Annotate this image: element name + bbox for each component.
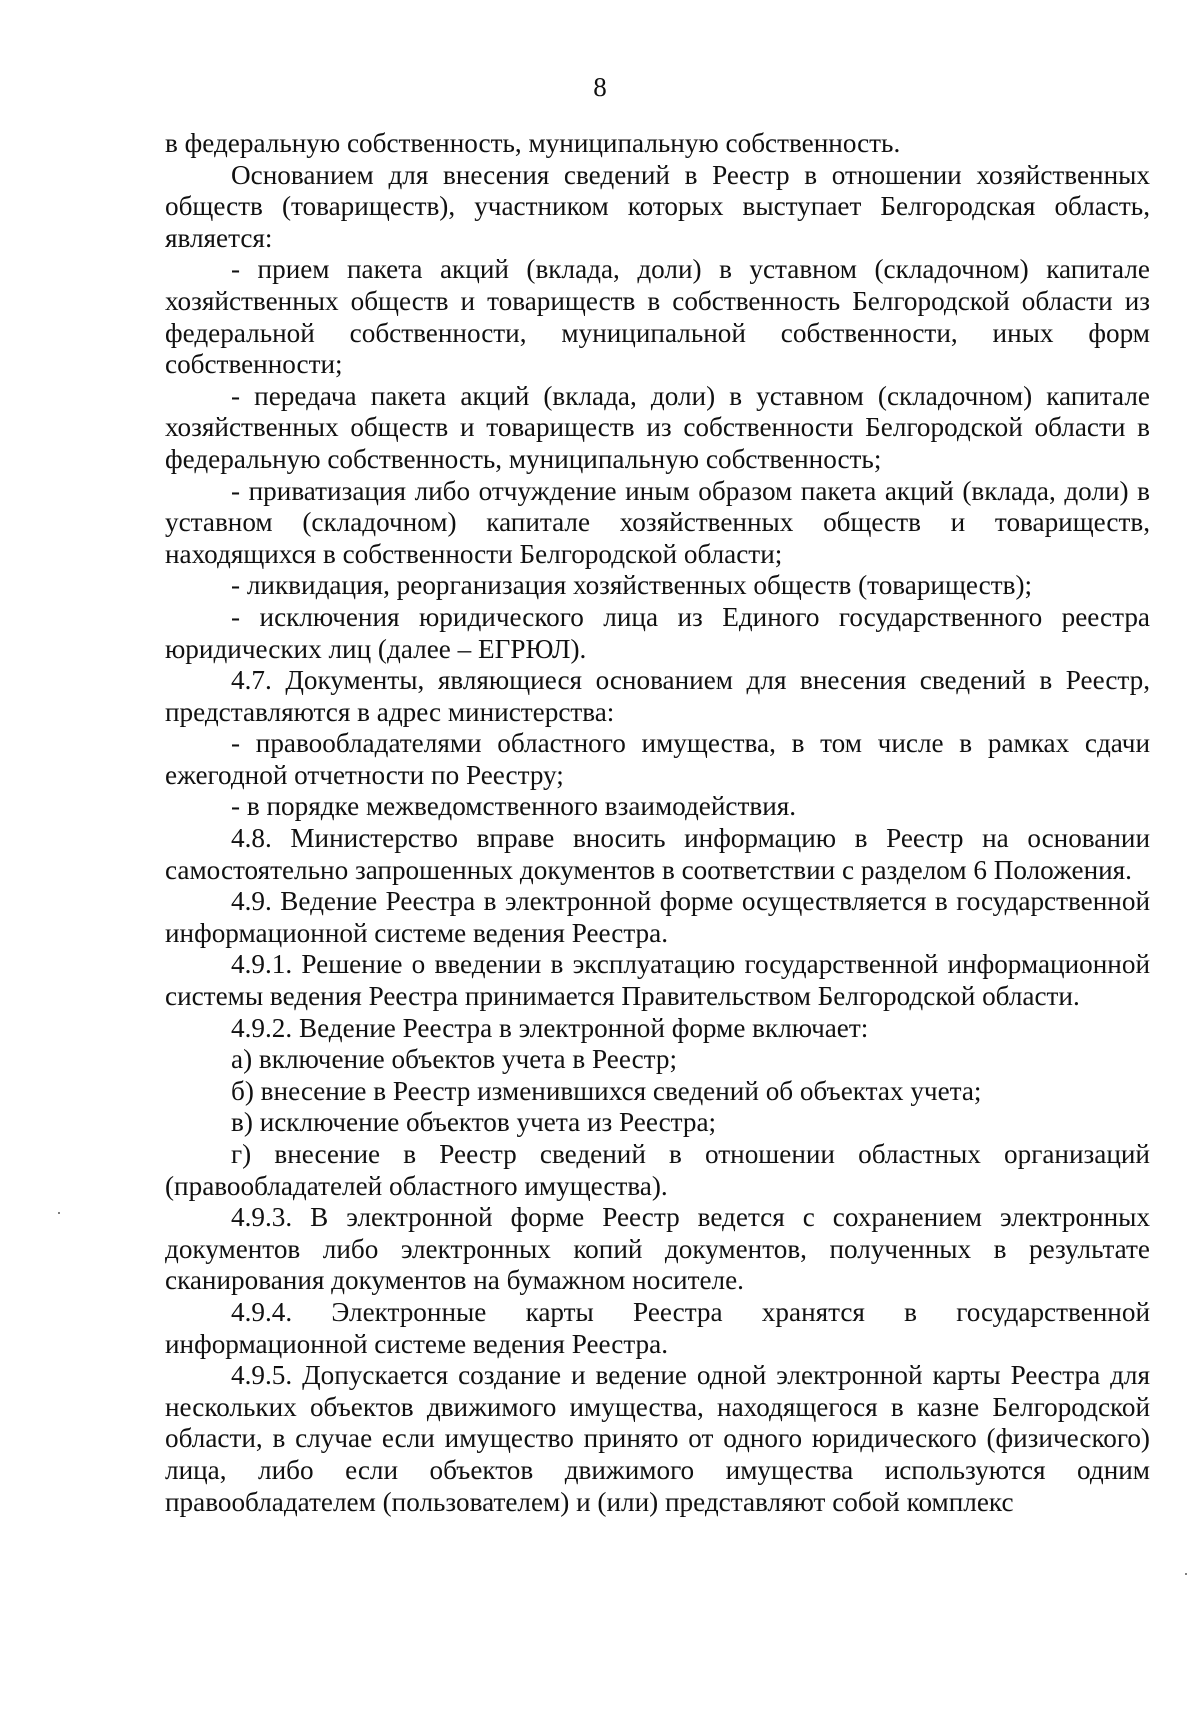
- scan-speck: [58, 1212, 60, 1214]
- list-item: - приватизация либо отчуждение иным образом пакета акций (вклада, доли) в уставном (складочном) капитале хозяйственных обществ и товариществ, находящихся в собственности Белгородской области;: [165, 475, 1150, 569]
- clause-4-9-1: 4.9.1. Решение о введении в эксплуатацию государственной информационной системы ведения Реестра принимается Правительством Белгородской области.: [165, 949, 1150, 1012]
- clause-4-9: 4.9. Ведение Реестра в электронной форме осуществляется в государственной информационной системе ведения Реестра.: [165, 886, 1150, 948]
- paragraph: в федеральную собственность, муниципальную собственность.: [165, 128, 901, 158]
- page-number: 8: [593, 72, 607, 102]
- list-item: - ликвидация, реорганизация хозяйственных обществ (товариществ);: [231, 570, 1033, 601]
- list-item: а) включение объектов учета в Реестр;: [231, 1044, 678, 1075]
- list-item: - прием пакета акций (вклада, доли) в уставном (складочном) капитале хозяйственных обществ и товариществ в собственность Белгородской области из федеральной собственности, муниципальной собственности, иных форм собственности;: [165, 254, 1150, 380]
- paragraph: Основанием для внесения сведений в Реестр в отношении хозяйственных обществ (товариществ), участником которых выступает Белгородская область, является:: [165, 159, 1150, 253]
- scan-speck: [1185, 1573, 1187, 1575]
- list-item: - в порядке межведомственного взаимодействия.: [231, 791, 797, 822]
- clause-4-9-2: 4.9.2. Ведение Реестра в электронной форме включает:: [231, 1012, 869, 1043]
- document-body: [165, 128, 1150, 1518]
- clause-4-8: 4.8. Министерство вправе вносить информацию в Реестр на основании самостоятельно запрошенных документов в соответствии с разделом 6 Положения.: [165, 823, 1150, 885]
- list-item: - передача пакета акций (вклада, доли) в уставном (складочном) капитале хозяйственных обществ и товариществ из собственности Белгородской области в федеральную собственность, муниципальную собственность;: [165, 380, 1150, 474]
- clause-4-9-4: 4.9.4. Электронные карты Реестра хранятся в государственной информационной системе ведения Реестра.: [165, 1296, 1150, 1359]
- clause-4-9-5: 4.9.5. Допускается создание и ведение одной электронной карты Реестра для нескольких объектов движимого имущества, находящегося в казне Белгородской области, в случае если имущество принято от одного юридического (физического) лица, либо если объектов движимого имущества используются одним правообладателем (пользователем) и (или) представляют собой комплекс: [165, 1360, 1150, 1517]
- list-item: - правообладателями областного имущества, в том числе в рамках сдачи ежегодной отчетности по Реестру;: [165, 728, 1150, 790]
- clause-4-9-3: 4.9.3. В электронной форме Реестр ведется с сохранением электронных документов либо электронных копий документов, полученных в результате сканирования документов на бумажном носителе.: [165, 1202, 1150, 1296]
- list-item: в) исключение объектов учета из Реестра;: [231, 1107, 717, 1138]
- list-item: г) внесение в Реестр сведений в отношении областных организаций (правообладателей областного имущества).: [165, 1139, 1150, 1201]
- list-item: б) внесение в Реестр изменившихся сведений об объектах учета;: [231, 1075, 982, 1106]
- clause-4-7: 4.7. Документы, являющиеся основанием для внесения сведений в Реестр, представляются в адрес министерства:: [165, 665, 1150, 727]
- list-item: - исключения юридического лица из Единого государственного реестра юридических лиц (далее – ЕГРЮЛ).: [165, 601, 1150, 664]
